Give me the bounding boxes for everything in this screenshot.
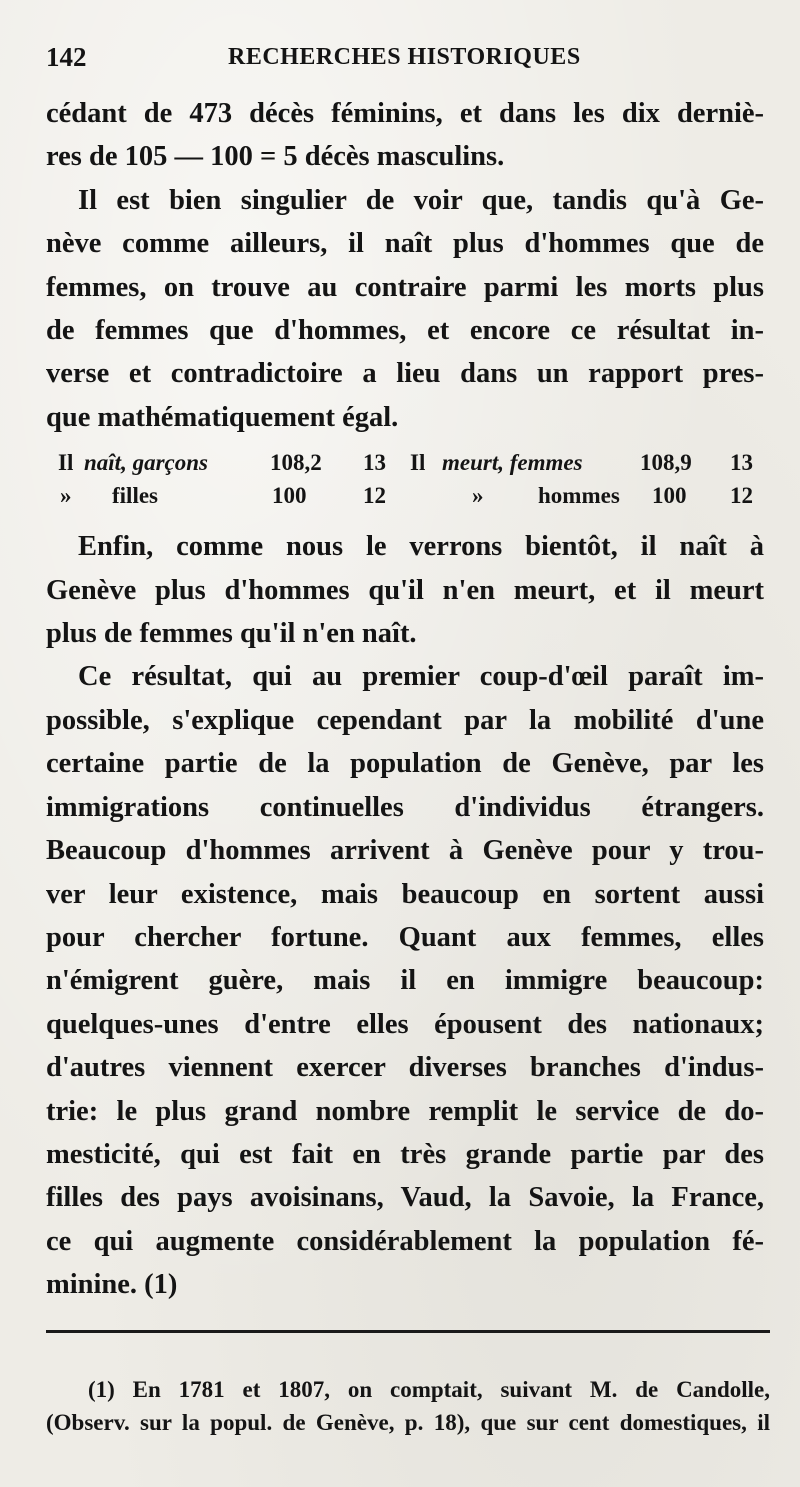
text-line: res de 105 — 100 = 5 décès masculins. bbox=[46, 141, 505, 173]
text-line: d'autres viennent exercer diverses branches d'indus- bbox=[46, 1052, 764, 1084]
table-cell: 12 bbox=[730, 483, 753, 508]
text-line: Beaucoup d'hommes arrivent à Genève pour y trou- bbox=[46, 835, 764, 867]
table-cell: 100 bbox=[272, 483, 307, 508]
table-row bbox=[58, 483, 758, 516]
table-cell: » bbox=[60, 483, 72, 508]
text-line: ver leur existence, mais beaucoup en sortent aussi bbox=[46, 878, 764, 910]
table-cell: Il bbox=[58, 450, 74, 475]
table-cell: 108,9 bbox=[640, 450, 692, 475]
table-cell: 13 bbox=[730, 450, 753, 475]
page-header bbox=[46, 42, 762, 82]
table-cell: 13 bbox=[363, 450, 386, 475]
table-row bbox=[58, 450, 758, 483]
page-number: 142 bbox=[46, 42, 87, 72]
text-line: quelques-unes d'entre elles épousent des nationaux; bbox=[46, 1008, 764, 1040]
table-cell: Il bbox=[410, 450, 426, 475]
footnote-line: (1) En 1781 et 1807, on comptait, suivant M. de Candolle, bbox=[88, 1377, 770, 1402]
text-line: Ce résultat, qui au premier coup-d'œil paraît im- bbox=[78, 661, 764, 693]
table-cell: filles bbox=[112, 483, 158, 508]
text-line: minine. (1) bbox=[46, 1269, 178, 1301]
footnotes bbox=[46, 1330, 770, 1439]
footnote-line: (Observ. sur la popul. de Genève, p. 18), que sur cent domestiques, il bbox=[46, 1410, 770, 1435]
text-line: pour chercher fortune. Quant aux femmes, elles bbox=[46, 921, 764, 953]
text-line: Genève plus d'hommes qu'il n'en meurt, et il meurt bbox=[46, 574, 764, 606]
text-line: plus de femmes qu'il n'en naît. bbox=[46, 618, 417, 650]
text-line: mesticité, qui est fait en très grande partie par des bbox=[46, 1138, 764, 1170]
table-cell: 100 bbox=[652, 483, 687, 508]
text-line: nève comme ailleurs, il naît plus d'hommes que de bbox=[46, 228, 764, 260]
text-line: Enfin, comme nous le verrons bientôt, il naît à bbox=[78, 531, 764, 563]
birth-death-ratio-table bbox=[58, 450, 758, 516]
text-line: de femmes que d'hommes, et encore ce résultat in- bbox=[46, 315, 764, 347]
body-text bbox=[46, 92, 764, 1307]
table-cell: naît, garçons bbox=[84, 450, 208, 475]
table-cell: » bbox=[472, 483, 484, 508]
text-line: Il est bien singulier de voir que, tandis qu'à Ge- bbox=[78, 184, 764, 216]
table-cell: meurt, femmes bbox=[442, 450, 583, 475]
text-line: que mathématiquement égal. bbox=[46, 401, 399, 433]
paragraph-2 bbox=[46, 179, 764, 439]
text-line: possible, s'explique cependant par la mobilité d'une bbox=[46, 704, 764, 736]
text-line: femmes, on trouve au contraire parmi les morts plus bbox=[46, 271, 764, 303]
running-title: RECHERCHES HISTORIQUES bbox=[228, 44, 581, 70]
table-cell: hommes bbox=[538, 483, 620, 508]
text-line: immigrations continuelles d'individus étrangers. bbox=[46, 791, 764, 823]
table-cell: 12 bbox=[363, 483, 386, 508]
paragraph-3 bbox=[46, 525, 764, 655]
text-line: verse et contradictoire a lieu dans un rapport pres- bbox=[46, 358, 764, 390]
text-line: ce qui augmente considérablement la population fé- bbox=[46, 1225, 764, 1257]
footnote-1 bbox=[46, 1373, 770, 1439]
text-line: certaine partie de la population de Genève, par les bbox=[46, 748, 764, 780]
text-line: n'émigrent guère, mais il en immigre beaucoup: bbox=[46, 965, 764, 997]
footnote-rule bbox=[46, 1330, 770, 1333]
table-cell: 108,2 bbox=[270, 450, 322, 475]
paragraph-4 bbox=[46, 655, 764, 1306]
text-line: filles des pays avoisinans, Vaud, la Savoie, la France, bbox=[46, 1182, 764, 1214]
paragraph-1 bbox=[46, 92, 764, 179]
text-line: cédant de 473 décès féminins, et dans les dix derniè- bbox=[46, 98, 764, 129]
text-line: trie: le plus grand nombre remplit le service de do- bbox=[46, 1095, 764, 1127]
